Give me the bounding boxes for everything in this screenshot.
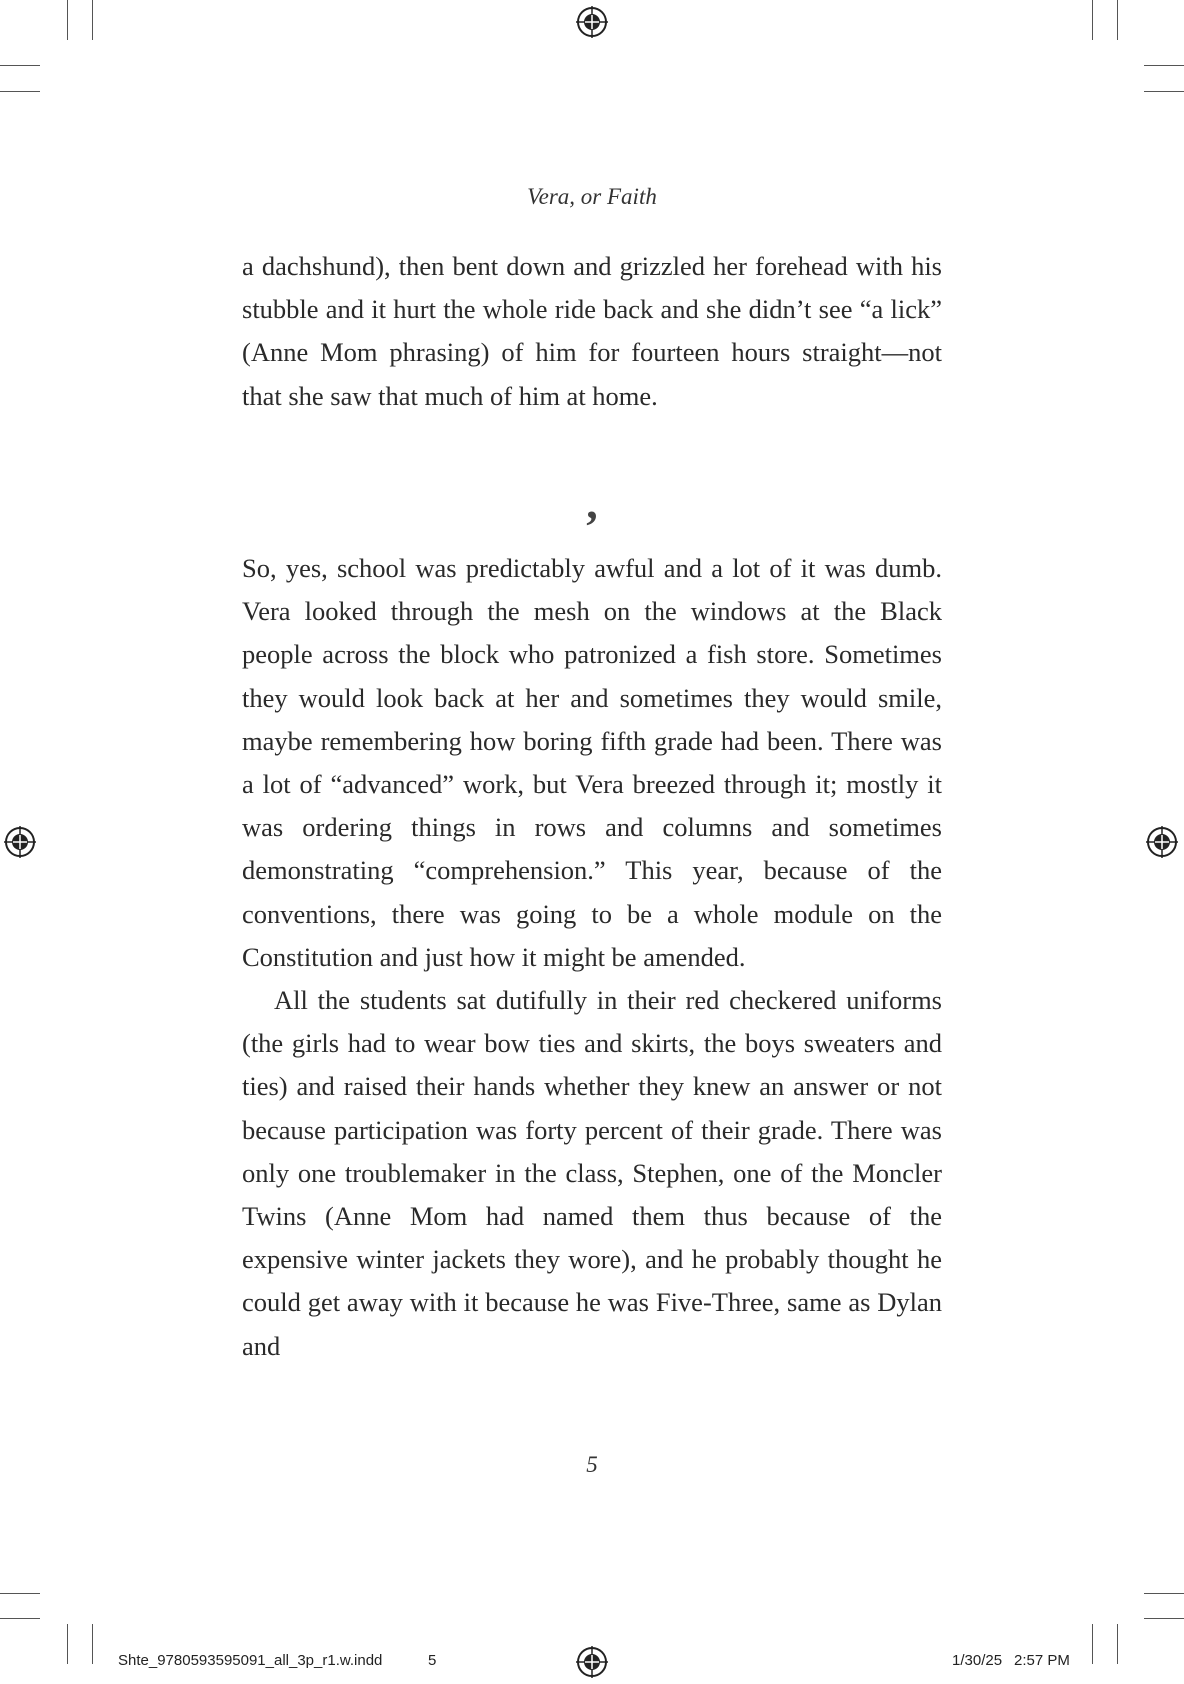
crop-mark: [92, 1624, 93, 1664]
crop-mark: [92, 0, 93, 40]
crop-mark: [0, 1618, 40, 1619]
crop-mark: [1144, 1593, 1184, 1594]
crop-mark: [67, 0, 68, 40]
slug-file-name: Shte_9780593595091_all_3p_r1.w.indd: [118, 1652, 383, 1669]
crop-mark: [0, 1593, 40, 1594]
page-number: 5: [586, 1452, 598, 1477]
crop-mark: [1144, 1618, 1184, 1619]
crop-mark: [0, 91, 40, 92]
crop-mark: [1117, 0, 1118, 40]
crop-mark: [1092, 1624, 1093, 1664]
registration-mark-icon: [576, 1646, 608, 1678]
registration-mark-icon: [576, 6, 608, 38]
crop-mark: [1144, 65, 1184, 66]
slug-time: 2:57 PM: [1014, 1652, 1070, 1669]
paragraph: a dachshund), then bent down and grizzled her forehead with his stubble and it hurt the whole ride back and she didn’t see “a lick” (Anne Mom phrasing) of him for fourteen hours straight—not that she saw that much of him at home.: [242, 251, 942, 411]
text-block-1: [242, 245, 942, 418]
crop-mark: [1092, 0, 1093, 40]
crop-mark: [0, 65, 40, 66]
crop-mark: [67, 1624, 68, 1664]
slug-page: 5: [428, 1652, 437, 1669]
slug-date: 1/30/25: [952, 1652, 1003, 1669]
registration-mark-icon: [4, 826, 36, 858]
registration-mark-icon: [1146, 826, 1178, 858]
crop-mark: [1117, 1624, 1118, 1664]
paragraph: All the students sat dutifully in their red checkered uniforms (the girls had to wear bow ties and skirts, the boys sweaters and ties) and raised their hands whether they knew an answer or not because participation was forty percent of their grade. There was only one troublemaker in the class, Stephen, one of the Moncler Twins (Anne Mom had named them thus because of the expensive winter jackets they wore), and he probably thought he could get away with it because he was Five-Three, same as Dylan and: [242, 985, 942, 1361]
section-break-ornament: ,: [586, 477, 598, 528]
text-block-2: [242, 547, 942, 1368]
paragraph: So, yes, school was predictably awful and a lot of it was dumb. Vera looked through the mesh on the windows at the Black people across the block who patronized a fish store. Sometimes they would look back at her and sometimes they would smile, maybe remembering how boring fifth grade had been. There was a lot of “advanced” work, but Vera breezed through it; mostly it was ordering things in rows and columns and sometimes demonstrating “comprehension.” This year, because of the conventions, there was going to be a whole module on the Constitution and just how it might be amended.: [242, 553, 942, 972]
running-head: Vera, or Faith: [527, 184, 657, 209]
crop-mark: [1144, 91, 1184, 92]
